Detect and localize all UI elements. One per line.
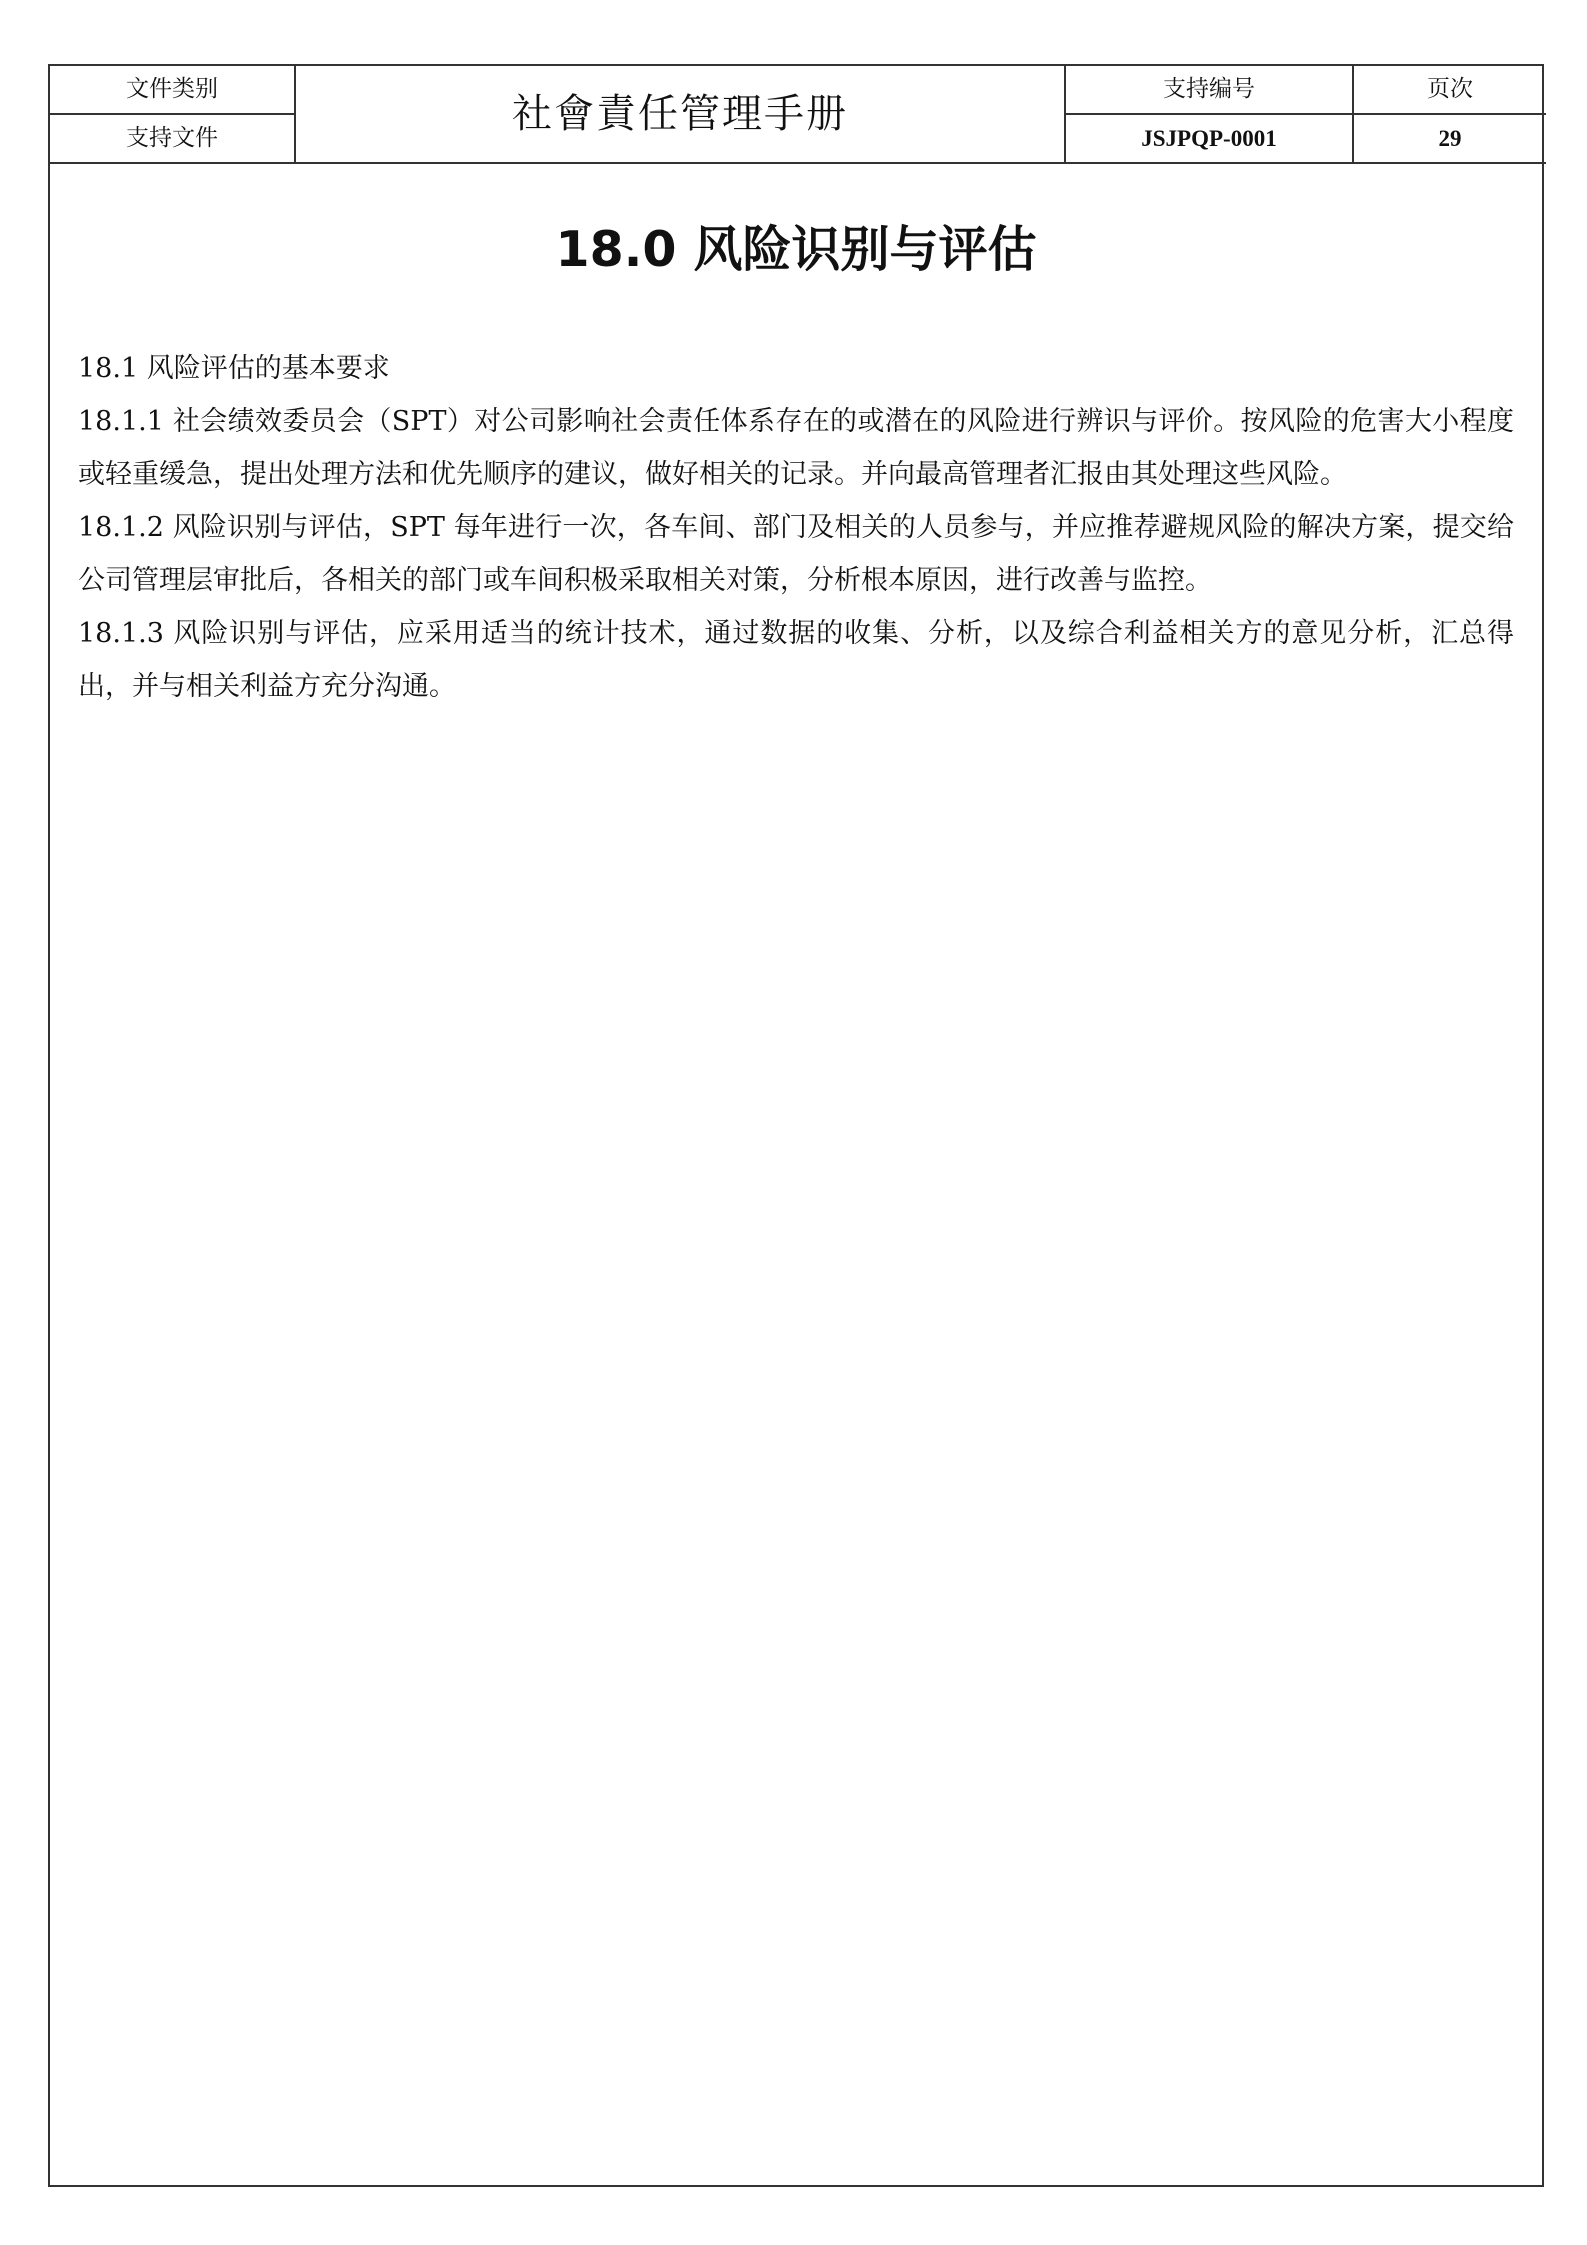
document-header-table xyxy=(50,66,1546,164)
page-number-label: 页次 xyxy=(1353,66,1546,114)
document-number-label: 支持编号 xyxy=(1065,66,1353,114)
document-body xyxy=(78,342,1514,713)
manual-title: 社會責任管理手册 xyxy=(295,66,1065,163)
page-number-value: 29 xyxy=(1353,114,1546,163)
paragraph-18-1-1: 18.1.1 社会绩效委员会（SPT）对公司影响社会责任体系存在的或潜在的风险进行辨识与评价。按风险的危害大小程度或轻重缓急，提出处理方法和优先顺序的建议，做好相关的记录。并向最高管理者汇报由其处理这些风险。 xyxy=(78,406,1514,490)
document-number-value: JSJPQP-0001 xyxy=(1065,114,1353,163)
subsection-title: 18.1 风险评估的基本要求 xyxy=(78,353,390,384)
section-heading: 18.0 风险识别与评估 xyxy=(555,221,1037,278)
category-label: 文件类别 xyxy=(50,66,295,114)
paragraph-18-1-2: 18.1.2 风险识别与评估，SPT 每年进行一次，各车间、部门及相关的人员参与，并应推荐避规风险的解决方案，提交给公司管理层审批后，各相关的部门或车间积极采取相关对策，分析根本原因，进行改善与监控。 xyxy=(78,512,1514,596)
paragraph-18-1-3: 18.1.3 风险识别与评估，应采用适当的统计技术，通过数据的收集、分析，以及综合利益相关方的意见分析，汇总得出，并与相关利益方充分沟通。 xyxy=(78,618,1514,702)
document-page xyxy=(48,64,1544,2187)
category-value: 支持文件 xyxy=(50,114,295,163)
